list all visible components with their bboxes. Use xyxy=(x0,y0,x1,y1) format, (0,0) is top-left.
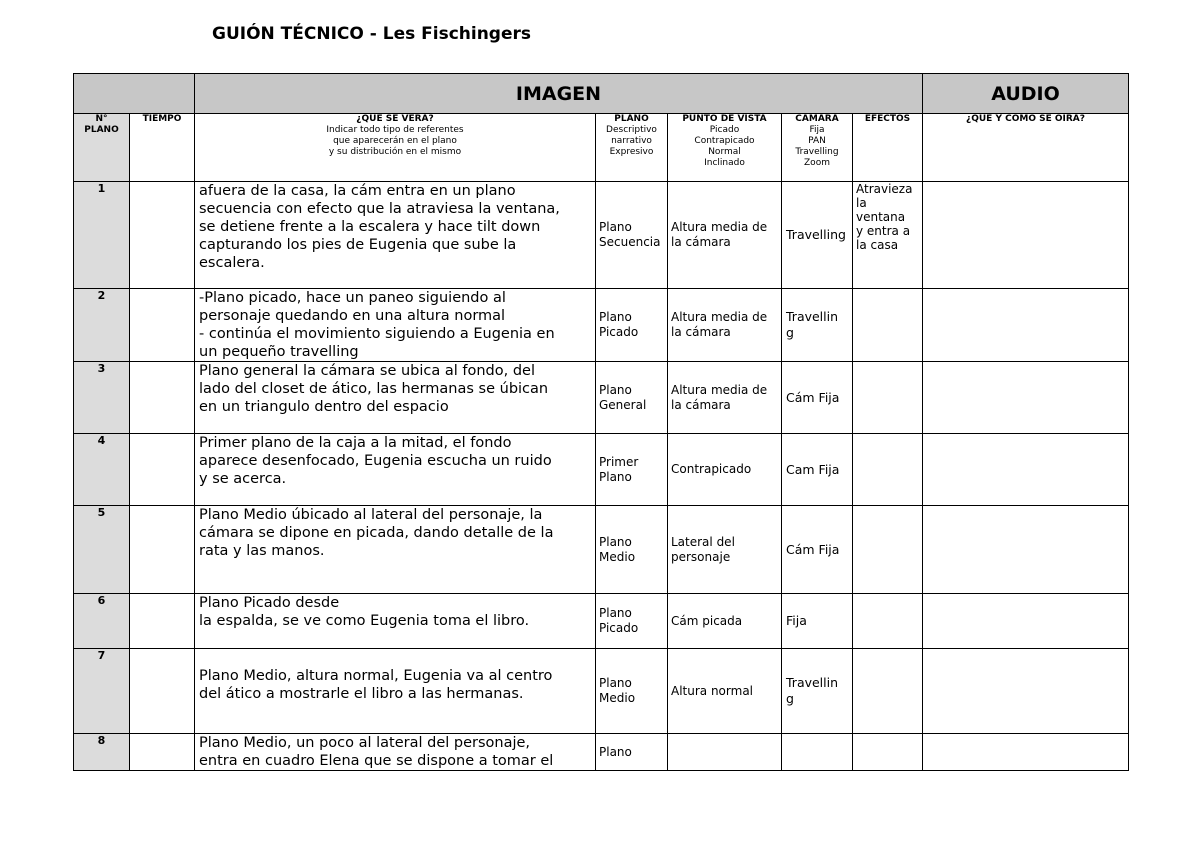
efectos-cell xyxy=(853,289,923,362)
tiempo-cell xyxy=(130,649,195,734)
description-cell: -Plano picado, hace un paneo siguiendo al personaje quedando en una altura normal - continúa el movimiento siguiendo a Eugenia en un pequeño travelling xyxy=(195,289,596,362)
efectos-cell: Atravieza la ventana y entra a la casa xyxy=(853,182,923,289)
audio-cell xyxy=(923,594,1129,649)
shot-number: 2 xyxy=(74,289,130,362)
table-row xyxy=(74,734,1129,771)
tiempo-cell xyxy=(130,594,195,649)
shot-number: 5 xyxy=(74,506,130,594)
tiempo-cell xyxy=(130,734,195,771)
col-audio-header: ¿QUÉ Y CÓMO SE OIRÁ? xyxy=(923,114,1129,182)
col-que-header: ¿QUÉ SE VERÁ? Indicar todo tipo de referentes que aparecerán en el plano y su distribución en el mismo xyxy=(195,114,596,182)
audio-cell xyxy=(923,434,1129,506)
shot-number: 8 xyxy=(74,734,130,771)
shot-number: 3 xyxy=(74,362,130,434)
table-row xyxy=(74,649,1129,734)
description-cell: Plano general la cámara se ubica al fondo, del lado del closet de ático, las hermanas se úbican en un triangulo dentro del espacio xyxy=(195,362,596,434)
shot-number: 1 xyxy=(74,182,130,289)
camara-cell: Travellin g xyxy=(782,289,853,362)
table-row xyxy=(74,289,1129,362)
camara-cell: Travelling xyxy=(782,182,853,289)
tiempo-cell xyxy=(130,182,195,289)
description-cell: Plano Medio úbicado al lateral del personaje, la cámara se dipone en picada, dando detalle de la rata y las manos. xyxy=(195,506,596,594)
technical-script-table xyxy=(73,73,1129,771)
tiempo-cell xyxy=(130,362,195,434)
efectos-cell xyxy=(853,362,923,434)
col-camara-header: CÁMARA Fija PAN Travelling Zoom xyxy=(782,114,853,182)
tiempo-cell xyxy=(130,289,195,362)
plano-cell: Plano xyxy=(596,734,668,771)
shot-number: 7 xyxy=(74,649,130,734)
camara-cell: Travellin g xyxy=(782,649,853,734)
blank-corner-cell xyxy=(74,74,195,114)
punto-de-vista-cell xyxy=(668,734,782,771)
column-header-row xyxy=(74,114,1129,182)
punto-de-vista-cell: Altura media de la cámara xyxy=(668,182,782,289)
imagen-header: IMAGEN xyxy=(195,74,923,114)
punto-de-vista-cell: Altura media de la cámara xyxy=(668,362,782,434)
camara-cell xyxy=(782,734,853,771)
shot-number: 6 xyxy=(74,594,130,649)
audio-cell xyxy=(923,289,1129,362)
audio-cell xyxy=(923,734,1129,771)
col-punto-header: PUNTO DE VISTA Picado Contrapicado Normal Inclinado xyxy=(668,114,782,182)
description-cell: Plano Medio, un poco al lateral del personaje, entra en cuadro Elena que se dispone a tomar el xyxy=(195,734,596,771)
plano-cell: Plano Medio xyxy=(596,506,668,594)
audio-cell xyxy=(923,649,1129,734)
col-plano-header: PLANO Descriptivo narrativo Expresivo xyxy=(596,114,668,182)
camara-cell: Cam Fija xyxy=(782,434,853,506)
efectos-cell xyxy=(853,594,923,649)
col-num-header: N° PLANO xyxy=(74,114,130,182)
plano-cell: Plano Picado xyxy=(596,594,668,649)
audio-header: AUDIO xyxy=(923,74,1129,114)
tiempo-cell xyxy=(130,434,195,506)
section-header-row xyxy=(74,74,1129,114)
table-row xyxy=(74,506,1129,594)
camara-cell: Cám Fija xyxy=(782,506,853,594)
audio-cell xyxy=(923,506,1129,594)
camara-cell: Fija xyxy=(782,594,853,649)
col-tiempo-header: TIEMPO xyxy=(130,114,195,182)
punto-de-vista-cell: Altura normal xyxy=(668,649,782,734)
efectos-cell xyxy=(853,434,923,506)
description-cell: Primer plano de la caja a la mitad, el fondo aparece desenfocado, Eugenia escucha un ruido y se acerca. xyxy=(195,434,596,506)
description-cell: afuera de la casa, la cám entra en un plano secuencia con efecto que la atraviesa la ventana, se detiene frente a la escalera y hace tilt down capturando los pies de Eugenia que sube la escalera. xyxy=(195,182,596,289)
table-row xyxy=(74,434,1129,506)
punto-de-vista-cell: Altura media de la cámara xyxy=(668,289,782,362)
table-row xyxy=(74,182,1129,289)
shot-number: 4 xyxy=(74,434,130,506)
audio-cell xyxy=(923,182,1129,289)
audio-cell xyxy=(923,362,1129,434)
plano-cell: Plano General xyxy=(596,362,668,434)
efectos-cell xyxy=(853,734,923,771)
table-row xyxy=(74,594,1129,649)
plano-cell: Plano Secuencia xyxy=(596,182,668,289)
camara-cell: Cám Fija xyxy=(782,362,853,434)
description-cell: Plano Picado desde la espalda, se ve como Eugenia toma el libro. xyxy=(195,594,596,649)
plano-cell: Plano Picado xyxy=(596,289,668,362)
plano-cell: Primer Plano xyxy=(596,434,668,506)
plano-cell: Plano Medio xyxy=(596,649,668,734)
punto-de-vista-cell: Cám picada xyxy=(668,594,782,649)
description-cell: Plano Medio, altura normal, Eugenia va al centro del ático a mostrarle el libro a las hermanas. xyxy=(195,649,596,734)
document-title: GUIÓN TÉCNICO - Les Fischingers xyxy=(212,24,532,44)
punto-de-vista-cell: Contrapicado xyxy=(668,434,782,506)
col-efectos-header: EFECTOS xyxy=(853,114,923,182)
tiempo-cell xyxy=(130,506,195,594)
punto-de-vista-cell: Lateral del personaje xyxy=(668,506,782,594)
efectos-cell xyxy=(853,506,923,594)
table-row xyxy=(74,362,1129,434)
shot-rows xyxy=(74,182,1129,771)
efectos-cell xyxy=(853,649,923,734)
